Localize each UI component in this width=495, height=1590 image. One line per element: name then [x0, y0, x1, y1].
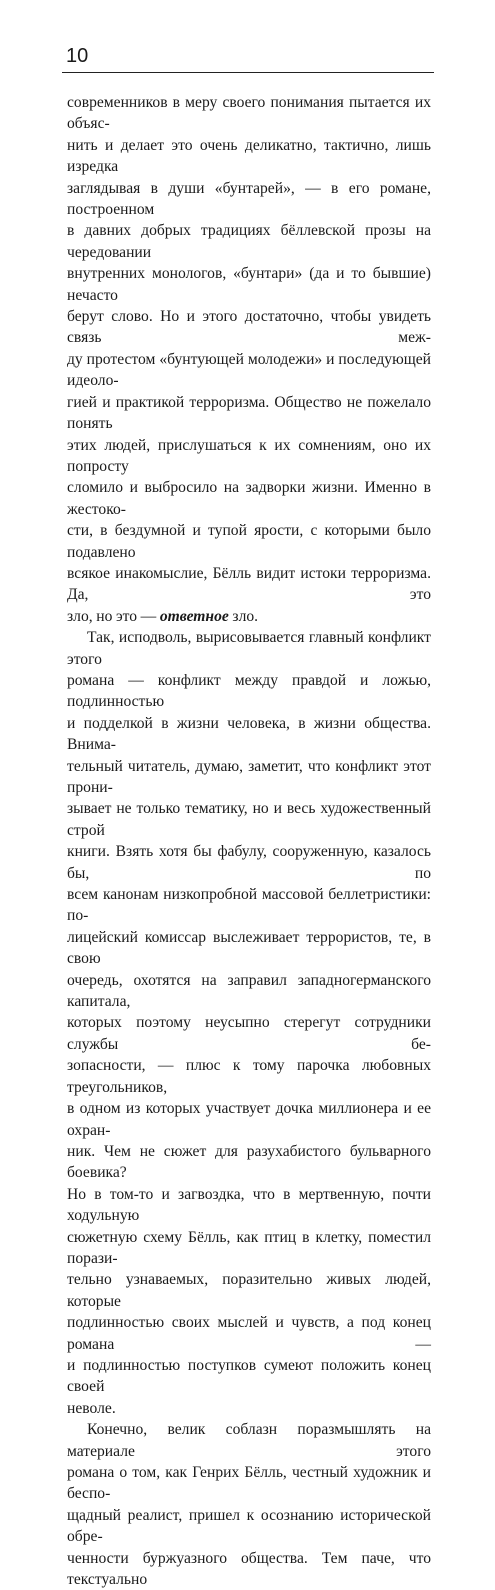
paragraph-1: [67, 92, 431, 627]
text-line: зопасности, — плюс к тому парочка любовных треугольников,: [67, 1057, 431, 1096]
text-line: современников в меру своего понимания пытается их объяс-: [67, 94, 431, 133]
text-line: сломило и выбросило на задворки жизни. Именно в жестоко-: [67, 479, 431, 518]
emphasized-word: ответное: [159, 607, 229, 625]
text-line-last: неволе.: [67, 1399, 116, 1417]
text-line: тельный читатель, думаю, заметит, что конфликт этот прони-: [67, 757, 431, 796]
header-rule: [62, 72, 434, 73]
text-line: в давних добрых традициях бёллевской прозы на чередовании: [67, 222, 431, 261]
text-line: сти, в бездумной и тупой ярости, с которыми было подавлено: [67, 522, 431, 561]
text-line: всем канонам низкопробной массовой беллетристики: по-: [67, 886, 431, 925]
text-line: и подделкой в жизни человека, в жизни общества. Внима-: [67, 714, 431, 754]
text-line: в одном из которых участвует дочка миллионера и ее охран-: [67, 1100, 431, 1139]
text-line: которых поэтому неусыпно стерегут сотрудники службы бе-: [67, 1014, 431, 1053]
text-line: очередь, охотятся на заправил западногерманского капитала,: [67, 971, 431, 1011]
text-line: Но в том-то и загвоздка, что в мертвенную, почти ходульную: [67, 1185, 431, 1225]
text-line: заглядывая в души «бунтарей», — в его романе, построенном: [67, 179, 431, 219]
text-line: сюжетную схему Бёлль, как птиц в клетку, поместил порази-: [67, 1228, 431, 1267]
paragraph-3: [67, 1419, 431, 1590]
text-line: этих людей, прислушаться к их сомнениям, оно их попросту: [67, 436, 431, 475]
text-fragment: зло.: [228, 607, 259, 625]
body-text: [67, 92, 431, 1590]
text-line: подлинностью своих мыслей и чувств, а под конец романа —: [67, 1314, 431, 1353]
text-line: романа — конфликт между правдой и ложью, подлинностью: [67, 671, 431, 711]
text-line: щадный реалист, пришел к осознанию исторической обре-: [67, 1506, 431, 1546]
text-line: книги. Взять хотя бы фабулу, сооруженную, казалось бы, по: [67, 843, 431, 882]
text-line: гией и практикой терроризма. Общество не пожелало понять: [67, 393, 431, 433]
paragraph-2: [67, 627, 431, 1419]
text-line: нить и делает это очень деликатно, тактично, лишь изредка: [67, 136, 431, 176]
text-line: зывает не только тематику, но и весь художественный строй: [67, 800, 431, 839]
page-number: 10: [66, 45, 89, 67]
text-line: всякое инакомыслие, Бёлль видит истоки терроризма. Да, это: [67, 564, 431, 604]
text-line: Так, исподволь, вырисовывается главный конфликт этого: [67, 629, 431, 668]
text-line: и подлинностью поступков сумеют положить конец своей: [67, 1356, 431, 1396]
text-line: ду протестом «бунтующей молодежи» и последующей идеоло-: [67, 350, 431, 390]
text-line-last: [67, 606, 431, 627]
text-line: Конечно, велик соблазн поразмышлять на материале этого: [67, 1421, 431, 1460]
text-line: ченности буржуазного общества. Тем паче, что текстуально: [67, 1549, 431, 1589]
text-line: романа о том, как Генрих Бёлль, честный художник и беспо-: [67, 1464, 431, 1503]
text-line: берут слово. Но и этого достаточно, чтобы увидеть связь меж-: [67, 308, 431, 347]
text-line: внутренних монологов, «бунтари» (да и то бывшие) нечасто: [67, 265, 431, 304]
text-fragment: зло, но это —: [67, 607, 160, 625]
text-line: тельно узнаваемых, поразительно живых людей, которые: [67, 1271, 431, 1310]
text-line: лицейский комиссар выслеживает террористов, те, в свою: [67, 928, 431, 968]
text-line: ник. Чем не сюжет для разухабистого бульварного боевика?: [67, 1142, 431, 1182]
